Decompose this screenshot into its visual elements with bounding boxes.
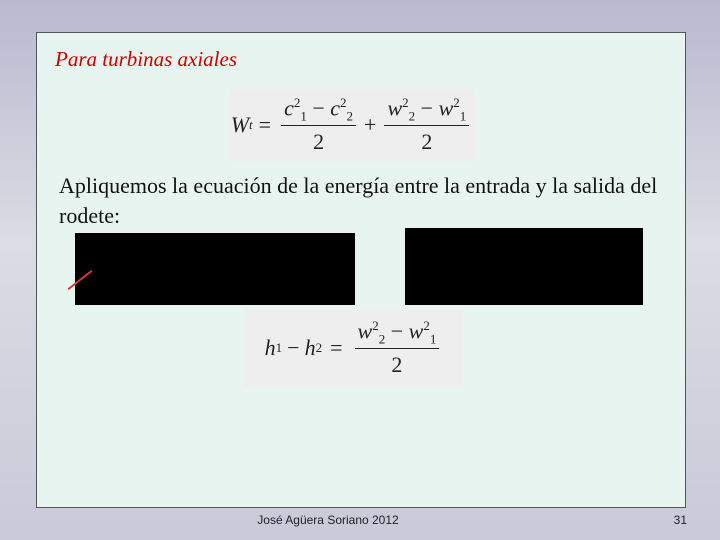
formula-sup: 2 [372, 317, 379, 333]
formula-sup: 2 [402, 94, 409, 110]
formula-enthalpy [245, 309, 463, 387]
formula-var: h [264, 335, 276, 360]
formula-sup: 2 [293, 94, 301, 110]
formula-sup: 2 [423, 317, 430, 333]
formula-sub: 1 [300, 108, 307, 124]
formula-sub: t [249, 117, 253, 132]
formula-var: w [387, 94, 403, 120]
page-number: 31 [673, 513, 687, 527]
formula-sub: 2 [408, 108, 416, 124]
formula-sub: 1 [429, 331, 437, 347]
formula-sub: 2 [315, 340, 323, 355]
formula-sub: 2 [346, 108, 354, 124]
formula-minus: − [420, 94, 434, 120]
formula-var: h [304, 335, 316, 360]
formula-sup: 2 [340, 94, 347, 110]
redacted-image-left [75, 233, 355, 305]
fraction-denominator: 2 [313, 129, 325, 155]
formula-equals: = [330, 335, 343, 360]
formula-fraction [281, 95, 356, 156]
body-paragraph: Apliquemos la ecuación de la energía entre la entrada y la salida del rodete: [59, 173, 658, 228]
formula-var: w [357, 317, 373, 343]
formula-minus: − [287, 335, 300, 360]
formula-minus: − [312, 94, 325, 120]
fraction-numerator [384, 95, 469, 127]
formula-minus: − [390, 317, 404, 343]
formula-var: c [330, 94, 341, 120]
footer-author: José Agüera Soriano 2012 [257, 513, 399, 527]
formula-var: w [438, 94, 454, 120]
formula-work [229, 89, 475, 161]
formula-enthalpy-image [245, 309, 463, 387]
slide-title: Para turbinas axiales [55, 47, 237, 71]
fraction-denominator: 2 [421, 129, 433, 155]
formula-var: w [408, 317, 424, 343]
formula-sub: 1 [275, 340, 283, 355]
formula-var: c [284, 94, 294, 120]
fraction-denominator: 2 [391, 352, 403, 378]
fraction-numerator [281, 95, 356, 127]
formula-sup: 2 [453, 94, 460, 110]
slide [36, 32, 687, 527]
formula-equals: = [258, 112, 272, 137]
formula-fraction [355, 318, 440, 379]
formula-sub: 2 [378, 331, 386, 347]
formula-work-image [229, 89, 475, 161]
formula-sub: 1 [459, 108, 467, 124]
formula-fraction [384, 95, 469, 156]
redacted-image-right [405, 228, 643, 305]
formula-plus: + [364, 112, 377, 137]
formula-var: W [230, 112, 250, 137]
fraction-numerator [355, 318, 440, 350]
